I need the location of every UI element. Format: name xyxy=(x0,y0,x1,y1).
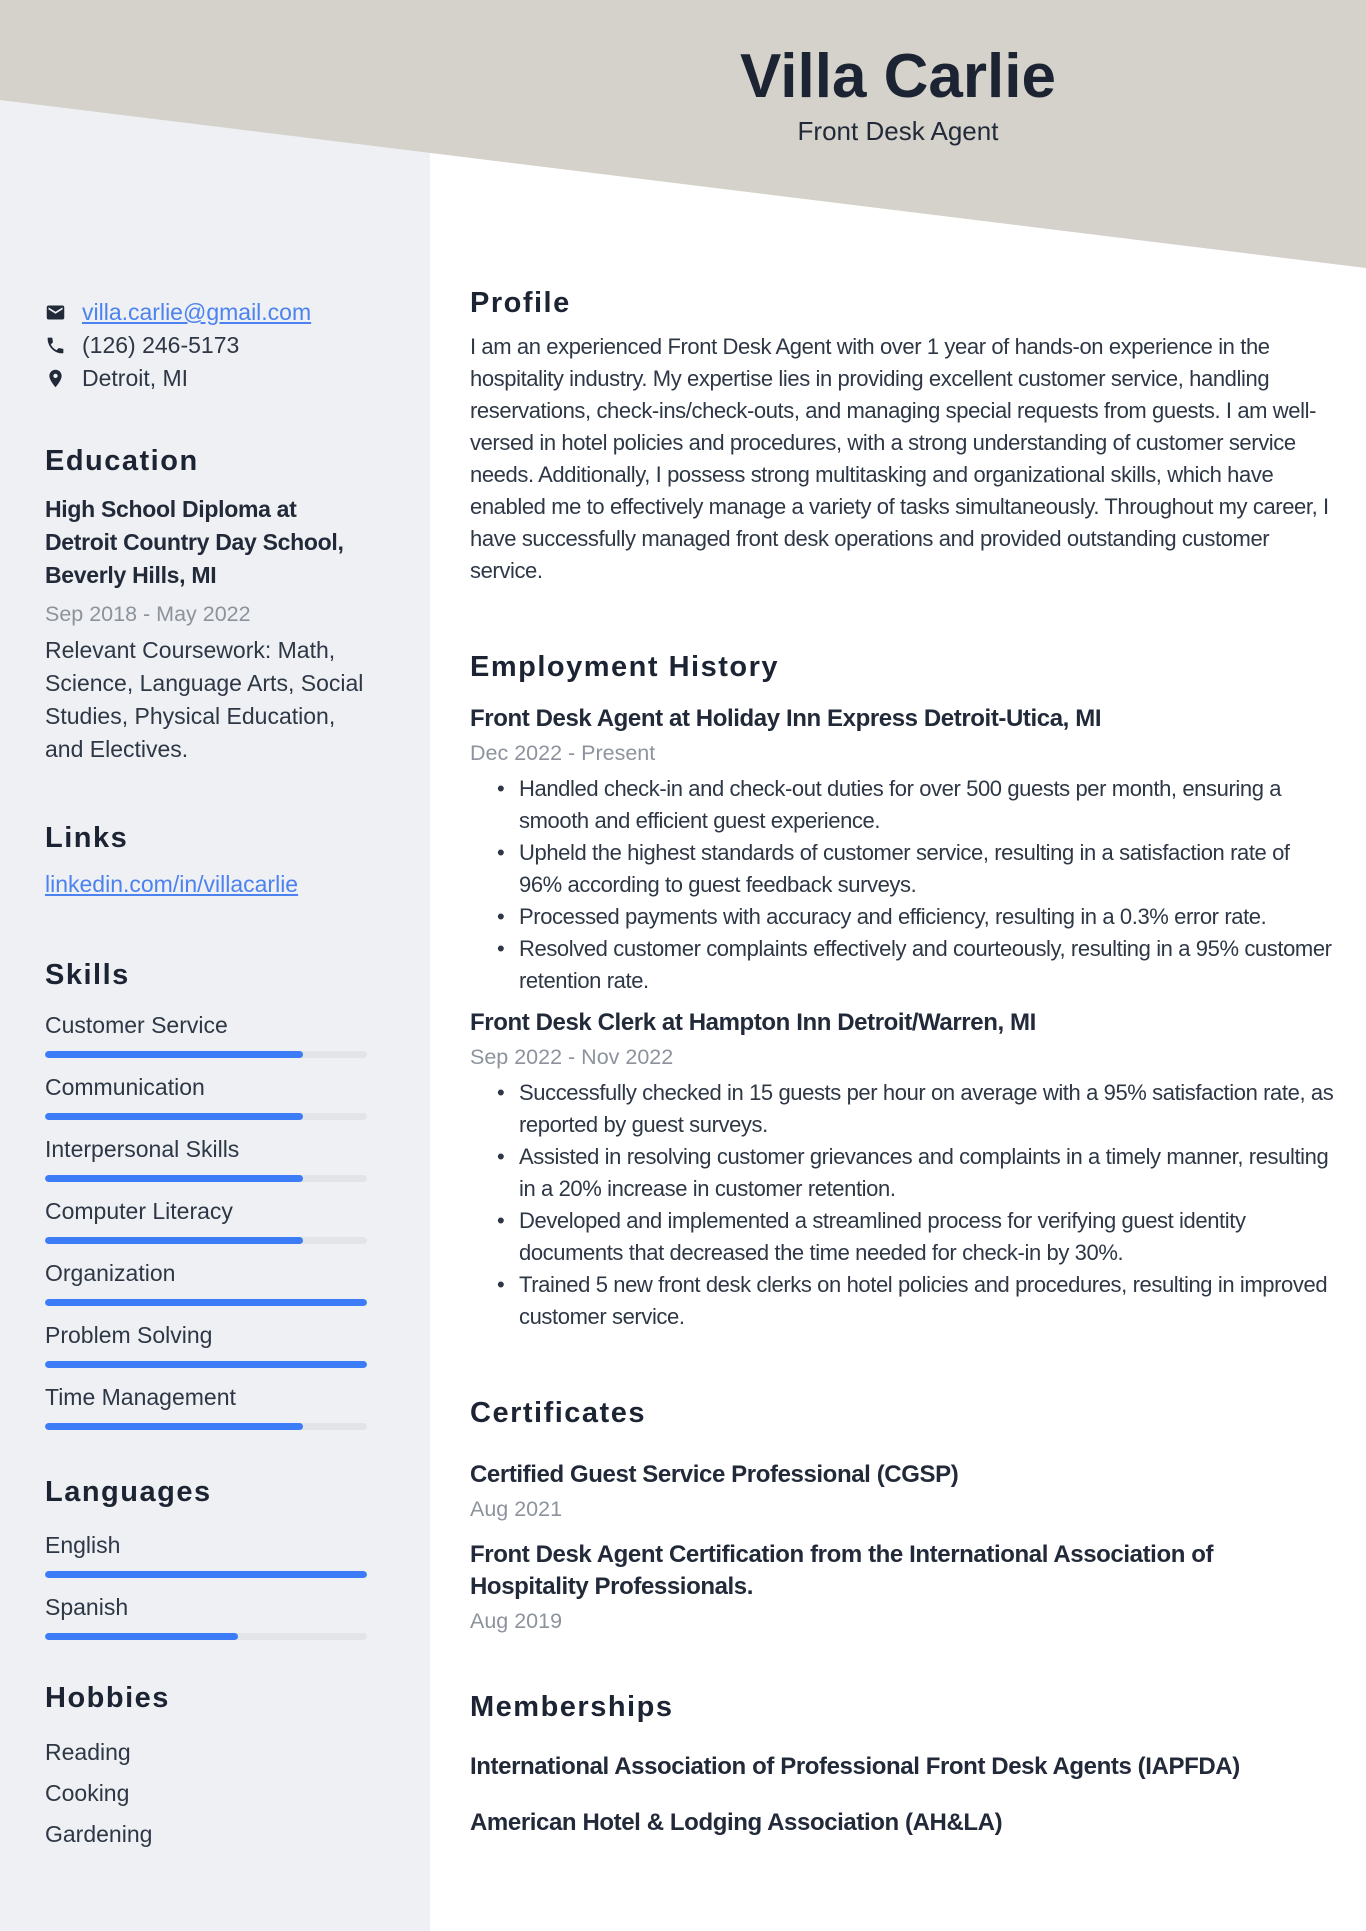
education-heading: Education xyxy=(45,445,199,477)
job-bullet-list xyxy=(470,1077,1335,1333)
job-bullet: • Handled check-in and check-out duties for over 500 guests per month, ensuring a smooth and efficient guest experience. xyxy=(470,773,1335,837)
skill-label: Organization xyxy=(45,1260,176,1286)
skill-item xyxy=(45,1071,367,1120)
skill-item xyxy=(45,1257,367,1306)
certificate-title: Front Desk Agent Certification from the International Association of Hospitality Professionals. xyxy=(470,1541,1214,1600)
sidebar xyxy=(45,0,367,1855)
languages-heading: Languages xyxy=(45,1476,212,1508)
skill-label: Customer Service xyxy=(45,1012,228,1038)
language-item xyxy=(45,1591,367,1640)
skill-label: Computer Literacy xyxy=(45,1198,233,1224)
hobby-item: Reading xyxy=(45,1739,131,1765)
job-bullet: • Developed and implemented a streamlined process for verifying guest identity documents that decreased the time needed for check-in by 30%. xyxy=(470,1205,1335,1269)
skill-label: Interpersonal Skills xyxy=(45,1136,240,1162)
skill-item xyxy=(45,1319,367,1368)
contact-location-row xyxy=(45,362,367,395)
certificate-title: Certified Guest Service Professional (CGSP) xyxy=(470,1461,959,1488)
main-column xyxy=(470,0,1335,1839)
job-title: Front Desk Agent at Holiday Inn Express Detroit-Utica, MI xyxy=(470,705,1102,732)
hobby-item: Gardening xyxy=(45,1821,153,1847)
skill-item xyxy=(45,1195,367,1244)
skill-item xyxy=(45,1133,367,1182)
hobbies-heading: Hobbies xyxy=(45,1682,170,1714)
languages-list xyxy=(45,1529,367,1640)
language-label: English xyxy=(45,1532,121,1558)
location-text: Detroit, MI xyxy=(82,365,189,391)
hobbies-list xyxy=(45,1732,367,1855)
profile-heading: Profile xyxy=(470,287,571,319)
phone-icon xyxy=(45,335,66,356)
job-dates: Dec 2022 - Present xyxy=(470,741,656,765)
language-bar-track xyxy=(45,1633,367,1640)
education-description: Relevant Coursework: Math, Science, Language Arts, Social Studies, Physical Education, and Electives. xyxy=(45,637,364,762)
job-bullet-list xyxy=(470,773,1335,997)
skill-bar-track xyxy=(45,1051,367,1058)
skill-bar-fill xyxy=(45,1299,367,1306)
contact-phone-row xyxy=(45,329,367,362)
skill-bar-track xyxy=(45,1113,367,1120)
skill-bar-fill xyxy=(45,1113,303,1120)
certificate-date: Aug 2021 xyxy=(470,1497,563,1521)
job-bullet: • Successfully checked in 15 guests per hour on average with a 95% satisfaction rate, as reported by guest surveys. xyxy=(470,1077,1335,1141)
membership-item: American Hotel & Lodging Association (AH&LA) xyxy=(470,1809,1003,1836)
job-title: Front Desk Clerk at Hampton Inn Detroit/Warren, MI xyxy=(470,1009,1036,1036)
skill-bar-track xyxy=(45,1361,367,1368)
language-bar-fill xyxy=(45,1633,238,1640)
skill-bar-track xyxy=(45,1299,367,1306)
skill-item xyxy=(45,1009,367,1058)
contact-block xyxy=(45,296,367,395)
person-job-title: Front Desk Agent xyxy=(797,116,999,146)
membership-item: International Association of Professional Front Desk Agents (IAPFDA) xyxy=(470,1753,1240,1780)
person-name: Villa Carlie xyxy=(740,42,1056,111)
language-item xyxy=(45,1529,367,1578)
skill-bar-fill xyxy=(45,1361,367,1368)
phone-number: (126) 246-5173 xyxy=(82,332,240,358)
profile-text: I am an experienced Front Desk Agent with over 1 year of hands-on experience in the hospitality industry. My expertise lies in providing excellent customer service, handling reservations, check-ins/check-outs, and managing special requests from guests. I am well-versed in hotel policies and procedures, with a strong understanding of customer service needs. Additionally, I possess strong multitasking and organizational skills, which have enabled me to effectively manage a variety of tasks simultaneously. Throughout my career, I have successfully managed front desk operations and provided outstanding customer service. xyxy=(470,334,1329,583)
education-degree: High School Diploma at Detroit Country Day School, Beverly Hills, MI xyxy=(45,496,344,588)
link-item xyxy=(45,868,367,901)
job-bullet: • Processed payments with accuracy and efficiency, resulting in a 0.3% error rate. xyxy=(470,901,1335,933)
job-dates: Sep 2022 - Nov 2022 xyxy=(470,1045,674,1069)
email-link[interactable]: villa.carlie@gmail.com xyxy=(82,299,312,325)
map-pin-icon xyxy=(45,368,66,389)
certificates-heading: Certificates xyxy=(470,1397,646,1429)
job-bullet: • Assisted in resolving customer grievances and complaints in a timely manner, resulting in a 20% increase in customer retention. xyxy=(470,1141,1335,1205)
language-label: Spanish xyxy=(45,1594,129,1620)
language-bar-track xyxy=(45,1571,367,1578)
skill-label: Communication xyxy=(45,1074,205,1100)
skill-item xyxy=(45,1381,367,1430)
job-bullet: • Upheld the highest standards of customer service, resulting in a satisfaction rate of 96% according to guest feedback surveys. xyxy=(470,837,1335,901)
job-bullet: • Trained 5 new front desk clerks on hotel policies and procedures, resulting in improved customer service. xyxy=(470,1269,1335,1333)
certificate-date: Aug 2019 xyxy=(470,1609,563,1633)
hobby-item: Cooking xyxy=(45,1780,130,1806)
mail-icon xyxy=(45,302,66,323)
skills-list xyxy=(45,1009,367,1430)
skill-label: Problem Solving xyxy=(45,1322,213,1348)
education-dates: Sep 2018 - May 2022 xyxy=(45,602,251,626)
linkedin-link[interactable]: linkedin.com/in/villacarlie xyxy=(45,871,299,897)
contact-email-row xyxy=(45,296,367,329)
skill-bar-track xyxy=(45,1237,367,1244)
skill-bar-fill xyxy=(45,1051,303,1058)
language-bar-fill xyxy=(45,1571,367,1578)
employment-heading: Employment History xyxy=(470,651,779,683)
job-bullet: • Resolved customer complaints effectively and courteously, resulting in a 95% customer retention rate. xyxy=(470,933,1335,997)
skill-bar-fill xyxy=(45,1423,303,1430)
skill-bar-track xyxy=(45,1423,367,1430)
skill-bar-fill xyxy=(45,1175,303,1182)
skill-bar-fill xyxy=(45,1237,303,1244)
skill-label: Time Management xyxy=(45,1384,236,1410)
skill-bar-track xyxy=(45,1175,367,1182)
links-heading: Links xyxy=(45,822,129,854)
memberships-heading: Memberships xyxy=(470,1691,674,1723)
skills-heading: Skills xyxy=(45,959,130,991)
